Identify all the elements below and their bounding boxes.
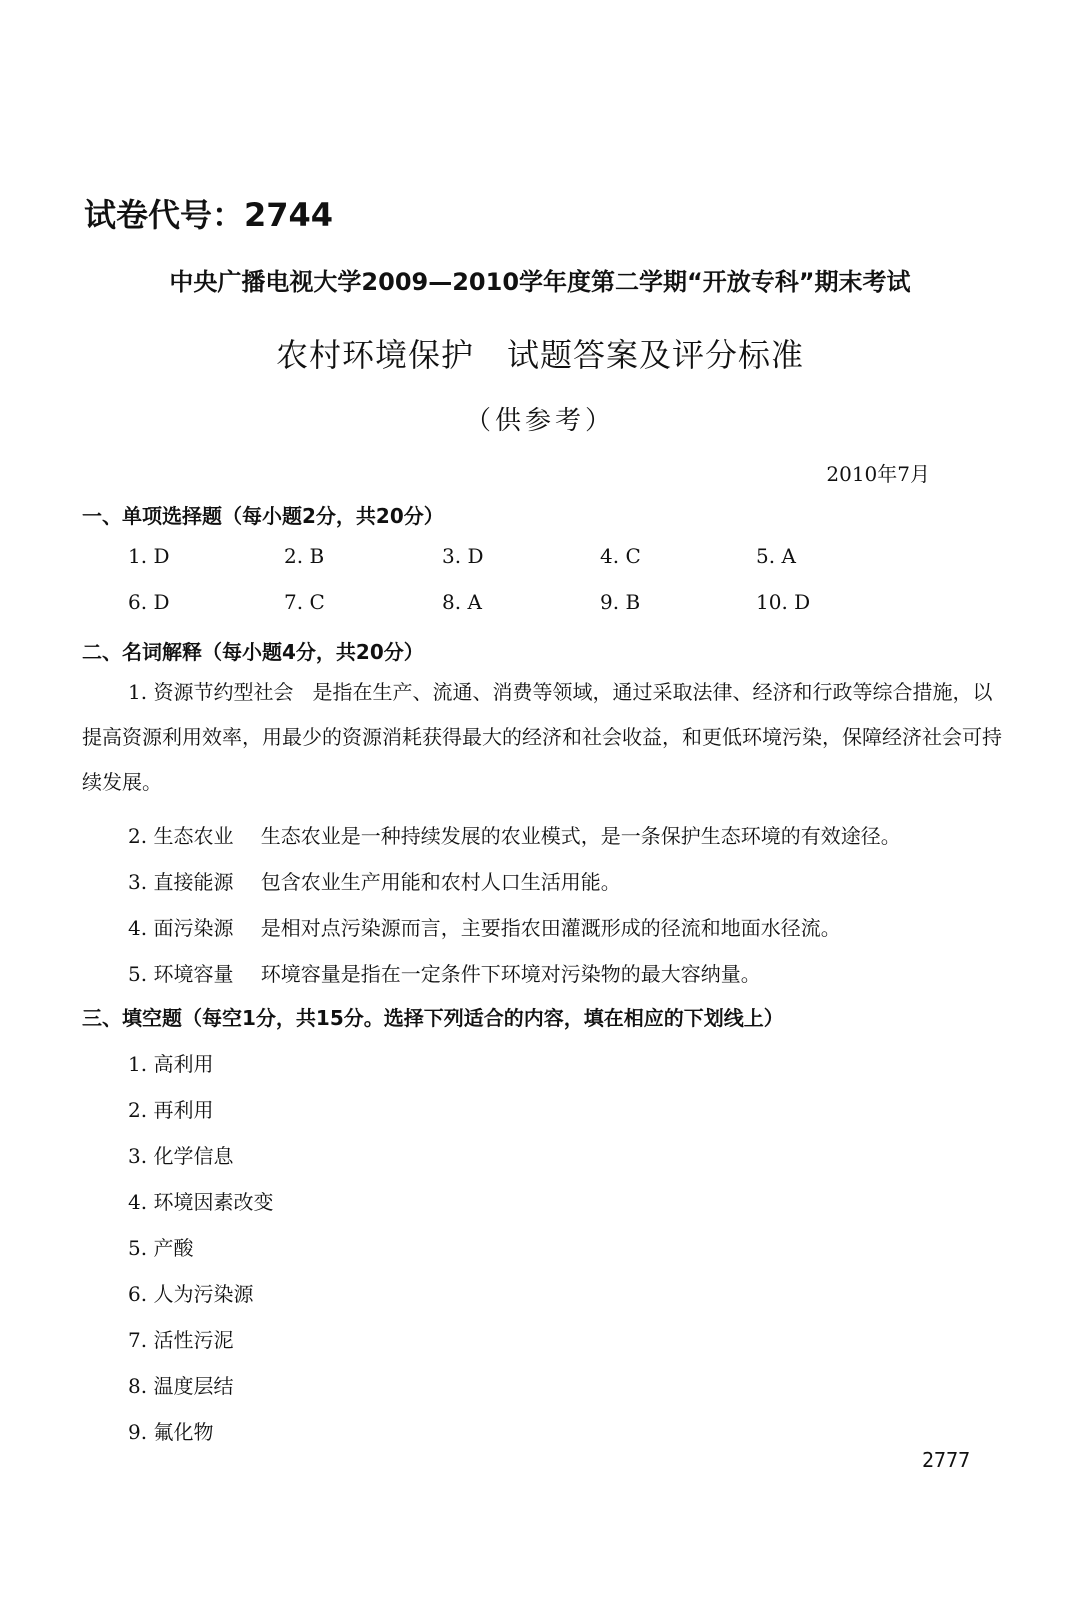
- fill-answer: 5. 产酸: [128, 1236, 194, 1260]
- fill-answer: 7. 活性污泥: [128, 1328, 234, 1352]
- document-title: 农村环境保护 试题答案及评分标准: [275, 336, 804, 374]
- definition: 是指在生产、流通、消费等领域，通过采取法律、经济和行政等综合措施，以提高资源利用效率，用最少的资源消耗获得最大的经济和社会收益，和更低环境污染，保障经济社会可持续发展。: [82, 680, 1002, 794]
- exam-date: 2010年7月: [826, 462, 930, 486]
- term-definition-3: [128, 866, 621, 895]
- mc-answer: 6. D: [128, 590, 170, 614]
- term: 3. 直接能源: [128, 870, 234, 894]
- definition: 是相对点污染源而言，主要指农田灌溉形成的径流和地面水径流。: [260, 916, 841, 940]
- document-subtitle: （供参考）: [464, 406, 615, 436]
- mc-answer: 2. B: [284, 544, 325, 568]
- institution-exam-title: 中央广播电视大学2009—2010学年度第二学期“开放专科”期末考试: [169, 268, 911, 296]
- term-definition-4: [128, 912, 841, 941]
- mc-answer: 3. D: [442, 544, 484, 568]
- section2-heading: 二、名词解释（每小题4分，共20分）: [82, 640, 424, 664]
- section3-heading: 三、填空题（每空1分，共15分。选择下列适合的内容，填在相应的下划线上）: [82, 1006, 784, 1030]
- mc-answer: 9. B: [600, 590, 641, 614]
- term: 2. 生态农业: [128, 824, 234, 848]
- term: 4. 面污染源: [128, 916, 234, 940]
- term: 5. 环境容量: [128, 962, 234, 986]
- mc-answer: 5. A: [756, 544, 796, 568]
- term-definition-1: [82, 670, 1002, 805]
- page-number: 2777: [922, 1448, 971, 1472]
- definition: 包含农业生产用能和农村人口生活用能。: [260, 870, 621, 894]
- mc-answer: 7. C: [284, 590, 325, 614]
- mc-answer: 8. A: [442, 590, 482, 614]
- section1-heading: 一、单项选择题（每小题2分，共20分）: [82, 504, 444, 528]
- fill-answer: 3. 化学信息: [128, 1144, 234, 1168]
- fill-answer: 4. 环境因素改变: [128, 1190, 274, 1214]
- mc-answer: 10. D: [756, 590, 811, 614]
- term: 1. 资源节约型社会: [128, 680, 294, 704]
- paper-code: 试卷代号：2744: [84, 196, 334, 234]
- fill-answer: 2. 再利用: [128, 1098, 214, 1122]
- fill-answer: 6. 人为污染源: [128, 1282, 254, 1306]
- fill-answer: 9. 氟化物: [128, 1420, 214, 1444]
- definition: 环境容量是指在一定条件下环境对污染物的最大容纳量。: [260, 962, 761, 986]
- mc-answer: 4. C: [600, 544, 641, 568]
- term-definition-5: [128, 958, 761, 987]
- definition: 生态农业是一种持续发展的农业模式，是一条保护生态环境的有效途径。: [260, 824, 901, 848]
- fill-answer: 1. 高利用: [128, 1052, 214, 1076]
- mc-answer: 1. D: [128, 544, 170, 568]
- term-definition-2: [128, 820, 901, 849]
- fill-answer: 8. 温度层结: [128, 1374, 234, 1398]
